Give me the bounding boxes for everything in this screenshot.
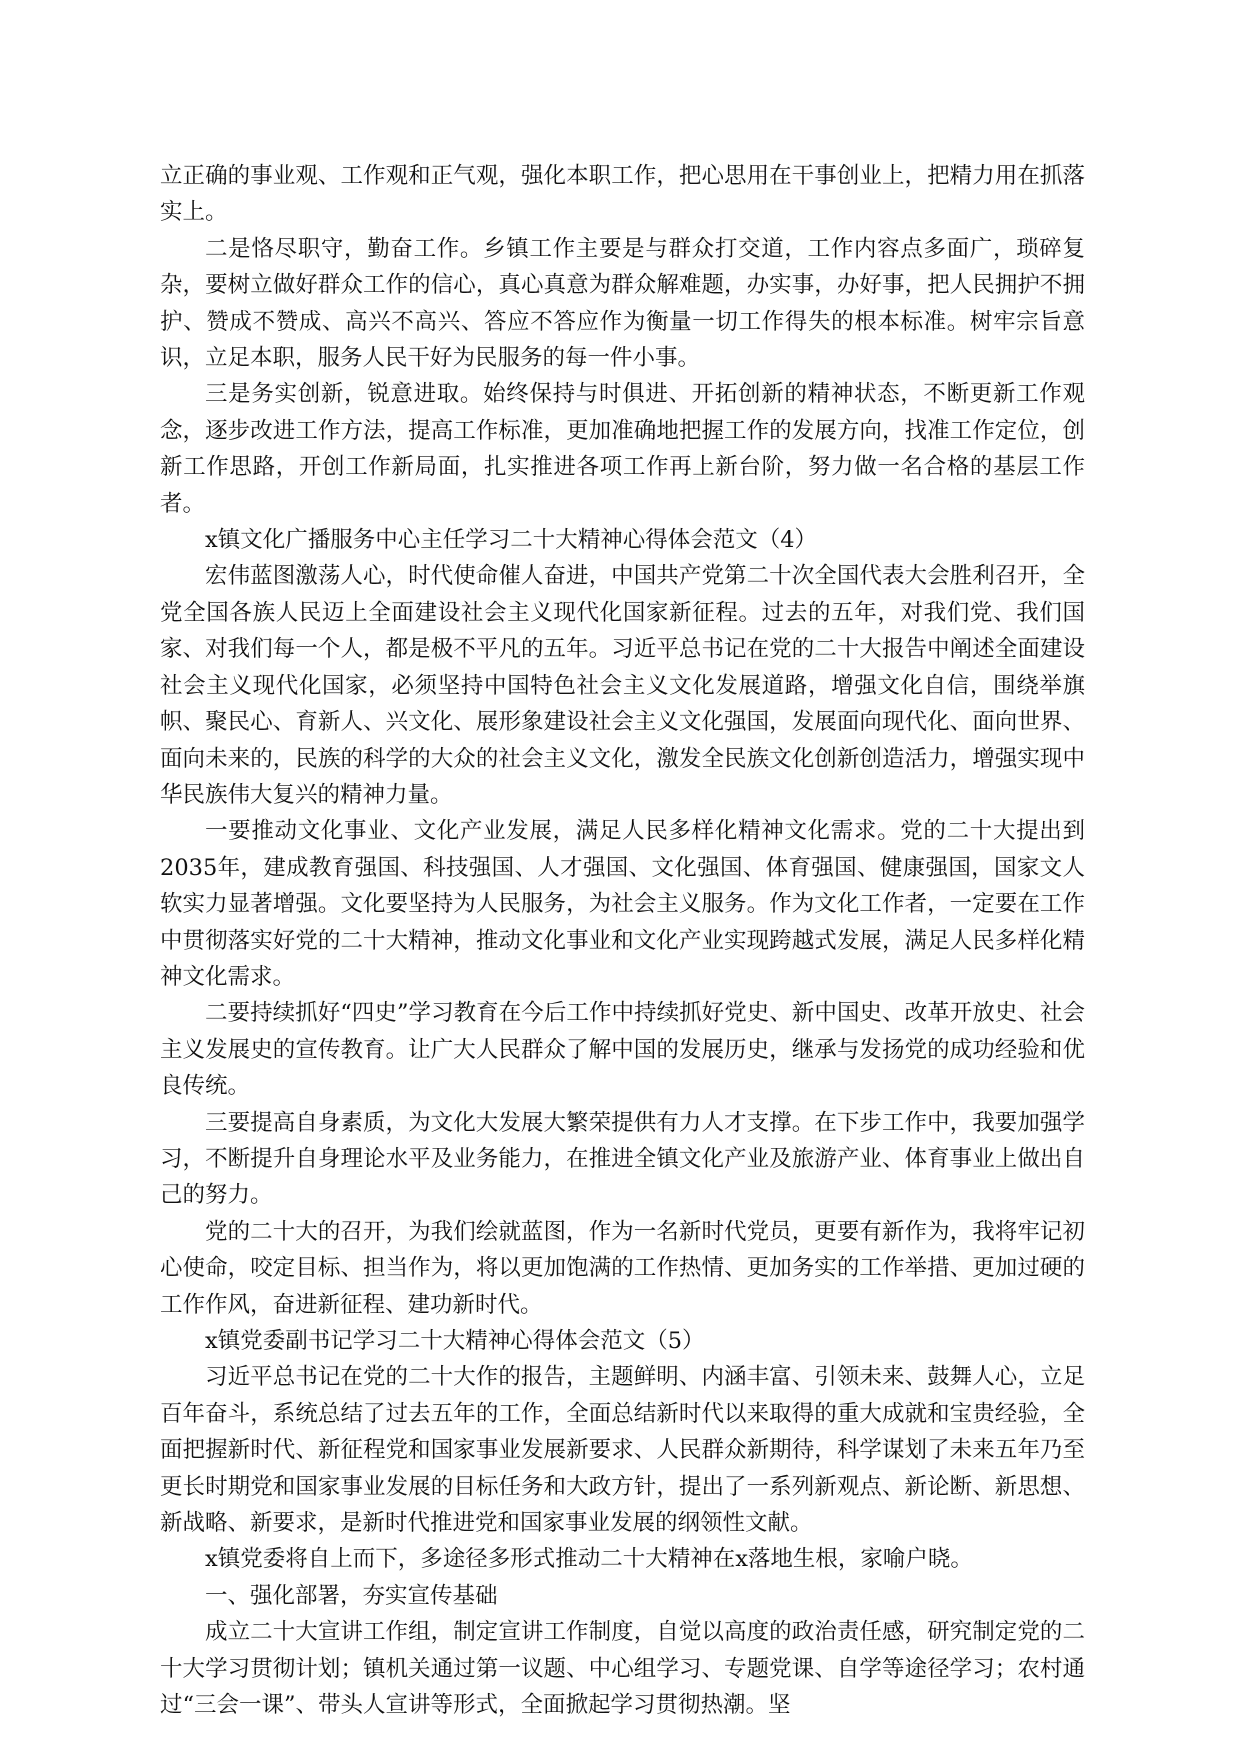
section-heading: x镇党委副书记学习二十大精神心得体会范文（5） — [205, 1328, 705, 1354]
paragraph: 立正确的事业观、工作观和正气观，强化本职工作，把心思用在干事创业上，把精力用在抓落实上。 — [160, 163, 1085, 226]
subsection-heading: 一、强化部署，夯实宣传基础 — [205, 1582, 498, 1609]
paragraph: x镇党委将自上而下，多途径多形式推动二十大精神在x落地生根，家喻户晓。 — [205, 1546, 973, 1573]
paragraph: 三是务实创新，锐意进取。始终保持与时俱进、开拓创新的精神状态，不断更新工作观念，逐步改进工作方法，提高工作标准，更加准确地把握工作的发展方向，找准工作定位，创新工作思路，开创工作新局面，扎实推进各项工作再上新台阶，努力做一名合格的基层工作者。 — [160, 381, 1085, 517]
paragraph: 党的二十大的召开，为我们绘就蓝图，作为一名新时代党员，更要有新作为，我将牢记初心使命，咬定目标、担当作为，将以更加饱满的工作热情、更加务实的工作举措、更加过硬的工作作风，奋进新征程、建功新时代。 — [160, 1218, 1085, 1318]
paragraph: 宏伟蓝图激荡人心，时代使命催人奋进，中国共产党第二十次全国代表大会胜利召开，全党全国各族人民迈上全面建设社会主义现代化国家新征程。过去的五年，对我们党、我们国家、对我们每一个人，都是极不平凡的五年。习近平总书记在党的二十大报告中阐述全面建设社会主义现代化国家，必须坚持中国特色社会主义文化发展道路，增强文化自信，围绕举旗帜、聚民心、育新人、兴文化、展形象建设社会主义文化强国，发展面向现代化、面向世界、面向未来的，民族的科学的大众的社会主义文化，激发全民族文化创新创造活力，增强实现中华民族伟大复兴的精神力量。 — [160, 563, 1085, 808]
paragraph: 三要提高自身素质，为文化大发展大繁荣提供有力人才支撑。在下步工作中，我要加强学习，不断提升自身理论水平及业务能力，在推进全镇文化产业及旅游产业、体育事业上做出自己的努力。 — [160, 1109, 1085, 1209]
paragraph: 习近平总书记在党的二十大作的报告，主题鲜明、内涵丰富、引领未来、鼓舞人心，立足百年奋斗，系统总结了过去五年的工作，全面总结新时代以来取得的重大成就和宝贵经验，全面把握新时代、新征程党和国家事业发展新要求、人民群众新期待，科学谋划了未来五年乃至更长时期党和国家事业发展的目标任务和大政方针，提出了一系列新观点、新论断、新思想、新战略、新要求，是新时代推进党和国家事业发展的纲领性文献。 — [160, 1364, 1085, 1537]
paragraph: 成立二十大宣讲工作组，制定宣讲工作制度，自觉以高度的政治责任感，研究制定党的二十大学习贯彻计划；镇机关通过第一议题、中心组学习、专题党课、自学等途径学习；农村通过“三会一课”、带头人宣讲等形式，全面掀起学习贯彻热潮。坚 — [160, 1619, 1085, 1719]
paragraph: 二要持续抓好“四史”学习教育在今后工作中持续抓好党史、新中国史、改革开放史、社会主义发展史的宣传教育。让广大人民群众了解中国的发展历史，继承与发扬党的成功经验和优良传统。 — [160, 1000, 1085, 1100]
paragraph: 二是恪尽职守，勤奋工作。乡镇工作主要是与群众打交道，工作内容点多面广，琐碎复杂，要树立做好群众工作的信心，真心真意为群众解难题，办实事，办好事，把人民拥护不拥护、赞成不赞成、高兴不高兴、答应不答应作为衡量一切工作得失的根本标准。树牢宗旨意识，立足本职，服务人民干好为民服务的每一件小事。 — [160, 235, 1085, 372]
document-body — [160, 158, 1085, 1723]
section-heading: x镇文化广播服务中心主任学习二十大精神心得体会范文（4） — [205, 527, 818, 554]
paragraph: 一要推动文化事业、文化产业发展，满足人民多样化精神文化需求。党的二十大提出到2035年，建成教育强国、科技强国、人才强国、文化强国、体育强国、健康强国，国家文人软实力显著增强。文化要坚持为人民服务，为社会主义服务。作为文化工作者，一定要在工作中贯彻落实好党的二十大精神，推动文化事业和文化产业实现跨越式发展，满足人民多样化精神文化需求。 — [160, 818, 1085, 990]
